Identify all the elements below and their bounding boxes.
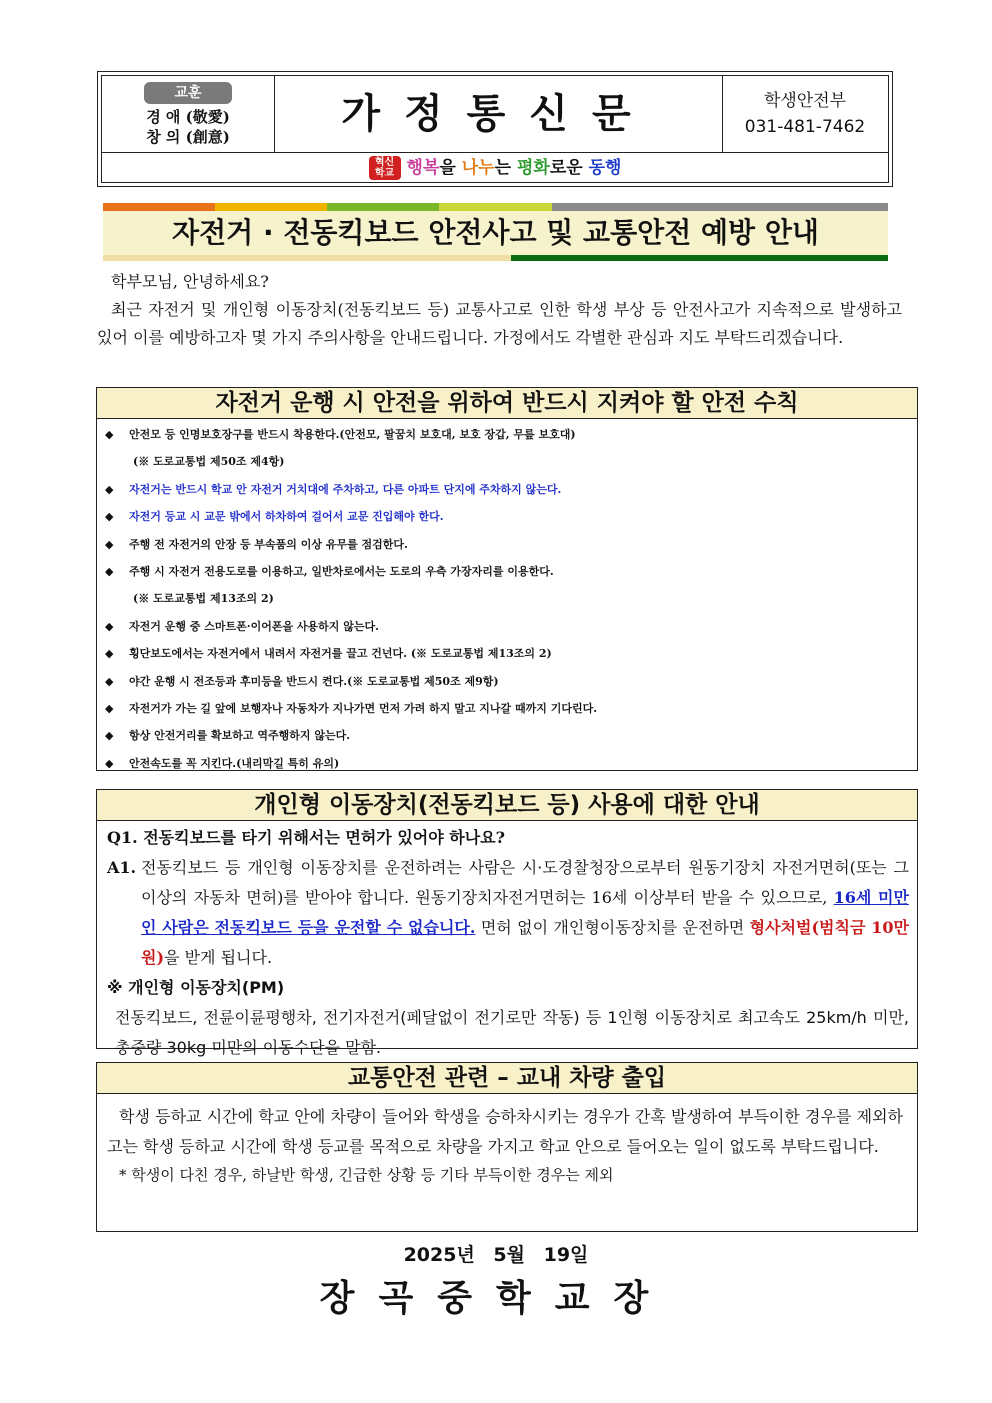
traffic-body: 학생 등하교 시간에 학교 안에 차량이 들어와 학생을 승하차시키는 경우가 간혹 발생하여 부득이한 경우를 제외하고는 학생 등하교 시간에 학생 등교를 목적으로 차량을 가지고 학교 안으로 들어오는 일이 없도록 부탁드립니다. (107, 1107, 903, 1156)
slogan-part: 로운 (549, 158, 589, 178)
bike-safety-title: 자전거 운행 시 안전을 위하여 반드시 지켜야 할 안전 수칙 (97, 388, 917, 419)
slogan-part: 을 (439, 158, 462, 178)
traffic-content (97, 1094, 917, 1191)
safety-rule-text: 야간 운행 시 전조등과 후미등을 반드시 켠다.(※ 도로교통법 제50조 제9항) (129, 674, 499, 688)
safety-rule (105, 421, 917, 448)
safety-rule-text: 자전거 등교 시 교문 밖에서 하차하여 걸어서 교문 진입해야 한다. (129, 510, 444, 524)
decorative-bottom-bar (103, 255, 888, 261)
color-bar-segment (215, 203, 327, 211)
traffic-section-title: 교통안전 관련 – 교내 차량 출입 (97, 1063, 917, 1094)
diamond-bullet-icon: ◆ (105, 729, 114, 743)
safety-rule (105, 640, 917, 667)
color-bar-segment (327, 203, 439, 211)
safety-rule-text: (※ 도로교통법 제50조 제4항) (133, 455, 285, 469)
decorative-color-bar (103, 203, 888, 211)
diamond-bullet-icon: ◆ (105, 702, 114, 716)
answer-part-2: 면허 없이 개인형이동장치를 운전하면 (475, 918, 750, 937)
color-bar-segment (776, 203, 888, 211)
diamond-bullet-icon: ◆ (105, 510, 114, 524)
pm-qa (97, 821, 917, 1063)
safety-rule (105, 531, 917, 558)
intro (97, 268, 902, 352)
school-slogan (102, 153, 888, 182)
principal-signature: 장곡중학교장 (319, 1278, 673, 1319)
issue-date: 2025년 5월 19일 (403, 1244, 589, 1266)
safety-rule (105, 558, 917, 585)
pm-answer-text (141, 853, 909, 973)
school-motto (102, 76, 275, 152)
diamond-bullet-icon: ◆ (105, 674, 114, 688)
slogan-part: 행복 (406, 158, 440, 178)
department-phone: 031-481-7462 (744, 117, 866, 137)
pm-question: Q1. 전동킥보드를 타기 위해서는 면허가 있어야 하나요? (107, 828, 506, 847)
safety-rule (105, 448, 917, 475)
color-bar-segment (552, 203, 664, 211)
answer-underline: 16세 미만인 사람은 전동킥보드 등을 운전할 수 없습니다. (141, 888, 909, 937)
safety-rule-text: 자전거 운행 중 스마트폰·이어폰을 사용하지 않는다. (129, 619, 379, 633)
safety-rule (105, 695, 917, 722)
header-inner (101, 75, 889, 183)
header-top-row (102, 76, 888, 153)
safety-rule-text: (※ 도로교통법 제13조의 2) (133, 592, 274, 606)
safety-rule (105, 613, 917, 640)
safety-rule (105, 668, 917, 695)
safety-rule (105, 476, 917, 503)
safety-rule (105, 585, 917, 612)
diamond-bullet-icon: ◆ (105, 482, 114, 496)
traffic-section (96, 1062, 918, 1232)
pm-section (96, 789, 918, 1057)
answer-part-3: 을 받게 됩니다. (164, 948, 273, 967)
color-bar-segment (664, 203, 776, 211)
slogan-text (407, 158, 622, 178)
slogan-part: 나누 (461, 158, 495, 178)
pm-section-title: 개인형 이동장치(전동킥보드 등) 사용에 대한 안내 (97, 790, 917, 821)
intro-body: 최근 자전거 및 개인형 이동장치(전동킥보드 등) 교통사고로 인한 학생 부상 등 안전사고가 지속적으로 발생하고 있어 이를 예방하고자 몇 가지 주의사항을 안내드립니다. 가정에서도 각별한 관심과 지도 부탁드리겠습니다. (97, 300, 902, 347)
safety-rule-text: 주행 전 자전거의 안장 등 부속품의 이상 유무를 점검한다. (129, 537, 408, 551)
traffic-note: * 학생이 다친 경우, 하날반 학생, 긴급한 상황 등 기타 부득이한 경우는 제외 (119, 1166, 614, 1184)
answer-penalty: 형사처벌(범칙금 10만원) (141, 918, 909, 967)
diamond-bullet-icon: ◆ (105, 537, 114, 551)
bike-safety-section (96, 387, 918, 771)
motto-line-1: 경 애 (敬愛) (146, 108, 230, 126)
diamond-bullet-icon: ◆ (105, 619, 114, 633)
slogan-part: 동행 (588, 158, 622, 178)
safety-rule-text: 횡단보도에서는 자전거에서 내려서 자전거를 끌고 건넌다. (※ 도로교통법 제13조의 2) (129, 647, 552, 661)
header-box (97, 71, 893, 187)
bike-safety-rules (97, 419, 917, 777)
slogan-part: 는 (494, 158, 517, 178)
slogan-part: 평화 (516, 158, 550, 178)
motto-label: 교훈 (144, 82, 232, 104)
safety-rule-text: 자전거는 반드시 학교 안 자전거 거치대에 주차하고, 다른 아파트 단지에 주차하지 않는다. (129, 482, 562, 496)
diamond-bullet-icon: ◆ (105, 428, 114, 441)
safety-rule-text: 항상 안전거리를 확보하고 역주행하지 않는다. (129, 729, 351, 743)
safety-rule (105, 503, 917, 530)
diamond-bullet-icon: ◆ (105, 565, 114, 579)
pm-definition-title: ※ 개인형 이동장치(PM) (107, 978, 285, 997)
answer-part-1: 전동킥보드 등 개인형 이동장치를 운전하려는 사람은 시·도경찰청장으로부터 원동기장치 자전거면허(또는 그 이상의 자동차 면허)를 받아야 합니다. 원동기장치자전거면허는 16세 이상부터 받을 수 있으므로, (141, 858, 909, 907)
diamond-bullet-icon: ◆ (105, 756, 114, 770)
safety-rule-text: 자전거가 가는 길 앞에 보행자나 자동차가 지나가면 먼저 가려 하지 말고 지나갈 때까지 기다린다. (129, 702, 598, 716)
motto-line-2: 창 의 (創意) (146, 128, 230, 146)
diamond-bullet-icon: ◆ (105, 647, 114, 661)
department-info (722, 76, 888, 152)
safety-rule (105, 750, 917, 777)
safety-rule (105, 722, 917, 749)
color-bar-segment (103, 203, 215, 211)
main-title: 자전거 · 전동킥보드 안전사고 및 교통안전 예방 안내 (103, 211, 888, 255)
department-name: 학생안전부 (763, 91, 847, 111)
safety-rule-text: 안전모 등 인명보호장구를 반드시 착용한다.(안전모, 팔꿈치 보호대, 보호 장갑, 무릎 보호대) (129, 428, 576, 441)
safety-rule-text: 주행 시 자전거 전용도로를 이용하고, 일반차로에서는 도로의 우측 가장자리를 이용한다. (129, 565, 554, 579)
innovation-school-badge: 혁신학교 (369, 156, 401, 180)
safety-rule-text: 안전속도를 꼭 지킨다.(내리막길 특히 유의) (129, 756, 340, 770)
pm-answer (107, 853, 909, 973)
document-title: 가정통신문 (274, 76, 723, 152)
pm-answer-label: A1. (107, 858, 137, 877)
pm-definition-text: 전동킥보드, 전륜이륜평행차, 전기자전거(페달없이 전기로만 작동) 등 1인형 이동장치로 최고속도 25km/h 미만, 총중량 30kg 미만의 이동수단을 말함. (115, 1008, 909, 1057)
color-bar-segment (439, 203, 551, 211)
intro-greeting: 학부모님, 안녕하세요? (111, 272, 269, 291)
